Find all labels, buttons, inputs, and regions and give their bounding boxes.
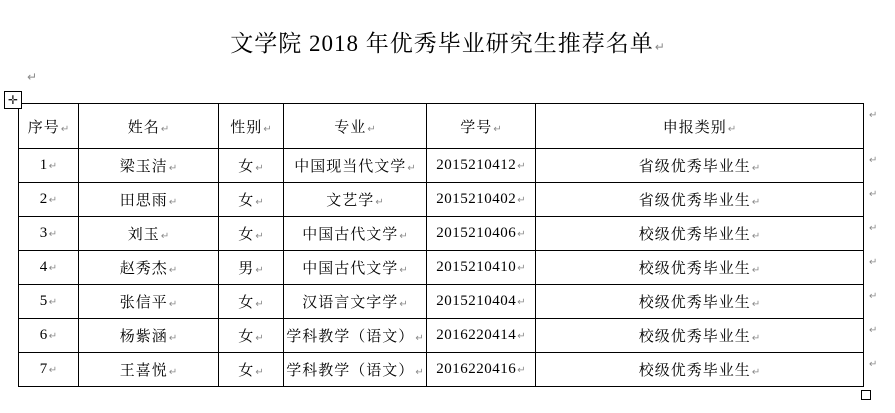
cell-category: 校级优秀毕业生↵ (536, 319, 864, 353)
paragraph-mark-icon: ↵ (48, 365, 58, 376)
document-title-text: 文学院 2018 年优秀毕业研究生推荐名单 (230, 31, 654, 56)
paragraph-mark-icon: ↵ (654, 40, 665, 54)
cell-no: 6↵ (19, 319, 79, 353)
cell-major: 学科教学（语文）↵ (284, 353, 427, 387)
header-cell-name: 姓名↵ (79, 104, 219, 149)
paragraph-mark-icon: ↵ (168, 299, 178, 310)
table-row (19, 149, 886, 183)
cell-name: 赵秀杰↵ (79, 251, 219, 285)
paragraph-mark-icon: ↵ (255, 231, 264, 242)
paragraph-mark-icon: ↵ (517, 195, 526, 206)
row-end-mark (864, 353, 886, 387)
paragraph-mark-icon: ↵ (415, 333, 424, 344)
paragraph-mark-icon: ↵ (48, 263, 58, 274)
cell-gender: 女↵ (219, 319, 284, 353)
paragraph-mark-icon: ↵ (415, 367, 424, 378)
table-header-row (19, 104, 886, 149)
cell-name: 梁玉洁↵ (79, 149, 219, 183)
paragraph-mark-icon: ↵ (869, 188, 878, 200)
paragraph-mark-icon: ↵ (407, 163, 416, 174)
cell-category: 省级优秀毕业生↵ (536, 183, 864, 217)
paragraph-mark-icon: ↵ (160, 231, 170, 242)
table-row (19, 251, 886, 285)
table-row (19, 217, 886, 251)
table-row (19, 319, 886, 353)
paragraph-mark-icon: ↵ (869, 290, 878, 302)
cell-student-id: 2015210404↵ (427, 285, 536, 319)
paragraph-mark-icon: ↵ (751, 333, 761, 344)
cell-no: 4↵ (19, 251, 79, 285)
cell-student-id: 2015210412↵ (427, 149, 536, 183)
header-cell-no: 序号↵ (19, 104, 79, 149)
header-cell-gender: 性别↵ (219, 104, 284, 149)
paragraph-mark-icon: ↵ (869, 358, 878, 370)
paragraph-mark-icon: ↵ (48, 161, 58, 172)
cell-category: 省级优秀毕业生↵ (536, 149, 864, 183)
cell-name: 刘玉↵ (79, 217, 219, 251)
paragraph-mark-icon: ↵ (255, 367, 264, 378)
paragraph-mark-icon: ↵ (869, 324, 878, 336)
paragraph-mark-icon: ↵ (255, 299, 264, 310)
cell-student-id: 2015210402↵ (427, 183, 536, 217)
paragraph-mark-icon: ↵ (869, 222, 878, 234)
paragraph-mark-icon: ↵ (48, 331, 58, 342)
paragraph-mark-icon: ↵ (751, 367, 761, 378)
cell-student-id: 2016220416↵ (427, 353, 536, 387)
paragraph-mark-icon: ↵ (48, 229, 58, 240)
paragraph-mark-icon: ↵ (493, 123, 502, 135)
row-end-mark (864, 104, 886, 149)
paragraph-mark-icon: ↵ (869, 154, 878, 166)
recommendation-table (18, 103, 886, 387)
row-end-mark (864, 149, 886, 183)
row-end-mark (864, 251, 886, 285)
cell-category: 校级优秀毕业生↵ (536, 285, 864, 319)
paragraph-mark-icon: ↵ (48, 297, 58, 308)
cell-category: 校级优秀毕业生↵ (536, 217, 864, 251)
cell-gender: 女↵ (219, 285, 284, 319)
paragraph-mark-icon: ↵ (869, 109, 878, 121)
paragraph-mark-icon: ↵ (168, 163, 178, 174)
table-resize-handle[interactable] (861, 390, 871, 400)
paragraph-mark-icon: ↵ (517, 229, 526, 240)
row-end-mark (864, 319, 886, 353)
paragraph-mark-icon: ↵ (517, 365, 526, 376)
cell-no: 7↵ (19, 353, 79, 387)
paragraph-mark-icon: ↵ (263, 123, 272, 135)
paragraph-mark-icon: ↵ (255, 333, 264, 344)
cell-student-id: 2016220414↵ (427, 319, 536, 353)
cell-gender: 女↵ (219, 353, 284, 387)
paragraph-mark-icon: ↵ (27, 70, 38, 84)
paragraph-mark-icon: ↵ (517, 161, 526, 172)
header-cell-student-id: 学号↵ (427, 104, 536, 149)
cell-student-id: 2015210410↵ (427, 251, 536, 285)
row-end-mark (864, 217, 886, 251)
cell-student-id: 2015210406↵ (427, 217, 536, 251)
paragraph-mark-icon: ↵ (367, 123, 376, 135)
paragraph-mark-icon: ↵ (255, 197, 264, 208)
table-row (19, 285, 886, 319)
paragraph-mark-icon: ↵ (168, 367, 178, 378)
paragraph-mark-icon: ↵ (168, 197, 178, 208)
cell-name: 王喜悦↵ (79, 353, 219, 387)
cell-gender: 男↵ (219, 251, 284, 285)
cell-no: 2↵ (19, 183, 79, 217)
cell-no: 5↵ (19, 285, 79, 319)
paragraph-mark-icon: ↵ (60, 123, 70, 135)
paragraph-mark-icon: ↵ (399, 299, 408, 310)
cell-gender: 女↵ (219, 217, 284, 251)
table-row (19, 183, 886, 217)
cell-gender: 女↵ (219, 183, 284, 217)
cell-major: 中国古代文学↵ (284, 251, 427, 285)
paragraph-mark-icon: ↵ (168, 265, 178, 276)
paragraph-mark-icon: ↵ (517, 297, 526, 308)
cell-major: 中国古代文学↵ (284, 217, 427, 251)
cell-major: 汉语言文字学↵ (284, 285, 427, 319)
paragraph-mark-icon: ↵ (517, 331, 526, 342)
cell-no: 3↵ (19, 217, 79, 251)
row-end-mark (864, 285, 886, 319)
paragraph-mark-icon: ↵ (751, 163, 761, 174)
header-cell-major: 专业↵ (284, 104, 427, 149)
paragraph-mark-icon: ↵ (255, 265, 264, 276)
document-title (0, 31, 895, 60)
cell-gender: 女↵ (219, 149, 284, 183)
paragraph-mark-icon: ↵ (168, 333, 178, 344)
table-row (19, 353, 886, 387)
paragraph-mark-icon: ↵ (869, 256, 878, 268)
move-arrows-icon: ✛ (7, 93, 19, 107)
paragraph-mark-icon: ↵ (727, 123, 737, 135)
cell-major: 文艺学↵ (284, 183, 427, 217)
paragraph-mark-icon: ↵ (751, 265, 761, 276)
cell-no: 1↵ (19, 149, 79, 183)
row-end-mark (864, 183, 886, 217)
paragraph-mark-icon: ↵ (751, 231, 761, 242)
cell-major: 中国现当代文学↵ (284, 149, 427, 183)
header-cell-category: 申报类别↵ (536, 104, 864, 149)
paragraph-mark-icon: ↵ (48, 195, 58, 206)
paragraph-mark-icon: ↵ (375, 197, 384, 208)
cell-category: 校级优秀毕业生↵ (536, 353, 864, 387)
paragraph-mark-icon: ↵ (160, 123, 170, 135)
cell-name: 张信平↵ (79, 285, 219, 319)
cell-category: 校级优秀毕业生↵ (536, 251, 864, 285)
paragraph-mark-icon: ↵ (255, 163, 264, 174)
cell-name: 田思雨↵ (79, 183, 219, 217)
cell-major: 学科教学（语文）↵ (284, 319, 427, 353)
paragraph-mark-icon: ↵ (399, 265, 408, 276)
paragraph-mark-icon: ↵ (399, 231, 408, 242)
table-move-handle[interactable] (4, 91, 22, 109)
cell-name: 杨紫涵↵ (79, 319, 219, 353)
paragraph-mark-icon: ↵ (751, 197, 761, 208)
paragraph-mark-icon: ↵ (517, 263, 526, 274)
paragraph-mark-icon: ↵ (751, 299, 761, 310)
